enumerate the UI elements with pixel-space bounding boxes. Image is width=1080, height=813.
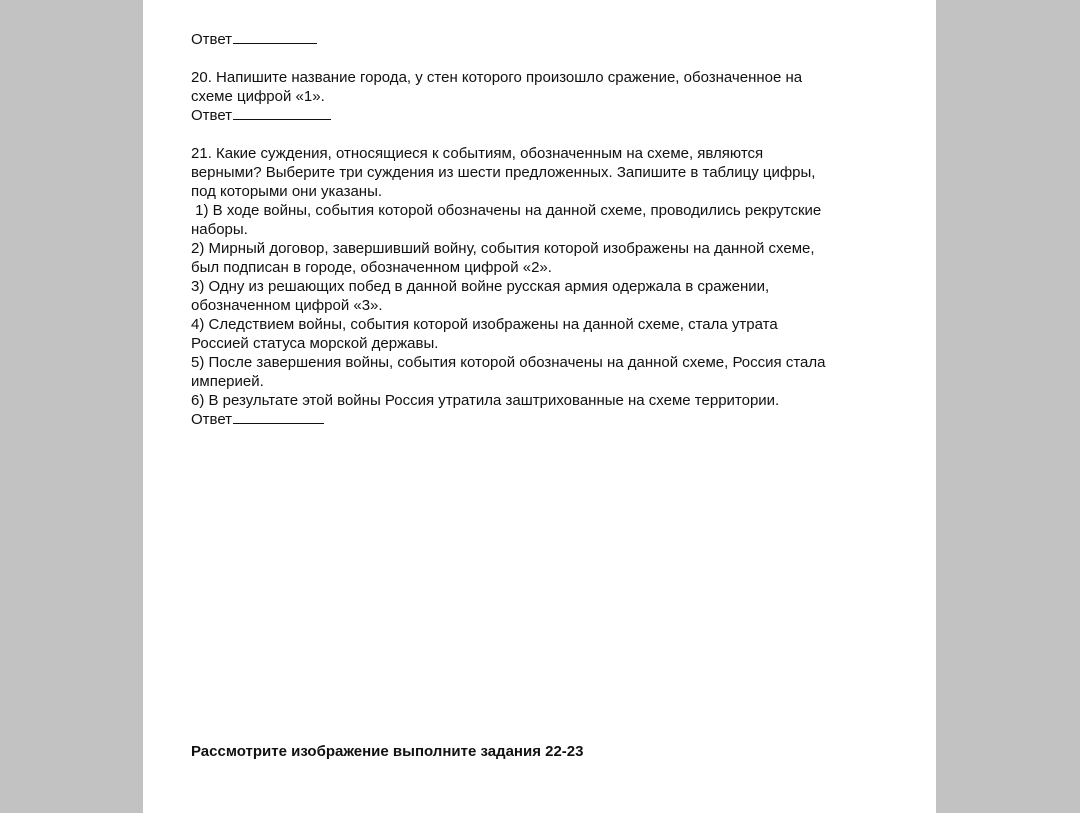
question-20-line-2: схеме цифрой «1». [191,88,325,105]
question-21-line-1: 21. Какие суждения, относящиеся к событиям, обозначенным на схеме, являются [191,145,764,162]
option-line: 1) В ходе войны, события которой обозначены на данной схеме, проводились рекрутские [191,202,822,219]
answer-line-19: Ответ [191,30,881,49]
option-line: наборы. [191,221,248,238]
option-line: 3) Одну из решающих побед в данной войне русская армия одержала в сражении, [191,278,770,295]
section-heading: Рассмотрите изображение выполните задания 22-23 [191,743,584,760]
option-line: 4) Следствием войны, события которой изображены на данной схеме, стала утрата [191,316,778,333]
answer-blank[interactable] [233,107,331,120]
question-20-line-1: 20. Напишите название города, у стен которого произошло сражение, обозначенное на [191,69,803,86]
document-page [143,0,936,813]
question-21-line-2: верными? Выберите три суждения из шести предложенных. Запишите в таблицу цифры, [191,164,816,181]
document-content [191,30,881,429]
option-line: 2) Мирный договор, завершивший войну, события которой изображены на данной схеме, [191,240,815,257]
option-line: был подписан в городе, обозначенном цифрой «2». [191,259,552,276]
question-21-line-3: под которыми они указаны. [191,183,383,200]
answer-blank[interactable] [233,411,324,424]
option-line: Россией статуса морской державы. [191,335,439,352]
question-21-number: 21 [191,145,208,162]
option-line: 5) После завершения войны, события которой обозначены на данной схеме, Россия стала [191,354,826,371]
option-line: обозначенном цифрой «3». [191,297,383,314]
option-line: 6) В результате этой войны Россия утратила заштрихованные на схеме территории. [191,392,780,409]
question-20-number: 20 [191,69,208,86]
answer-line-21: Ответ [191,410,881,429]
answer-blank[interactable] [233,31,317,44]
option-line: империей. [191,373,264,390]
answer-line-20: Ответ [191,106,881,125]
